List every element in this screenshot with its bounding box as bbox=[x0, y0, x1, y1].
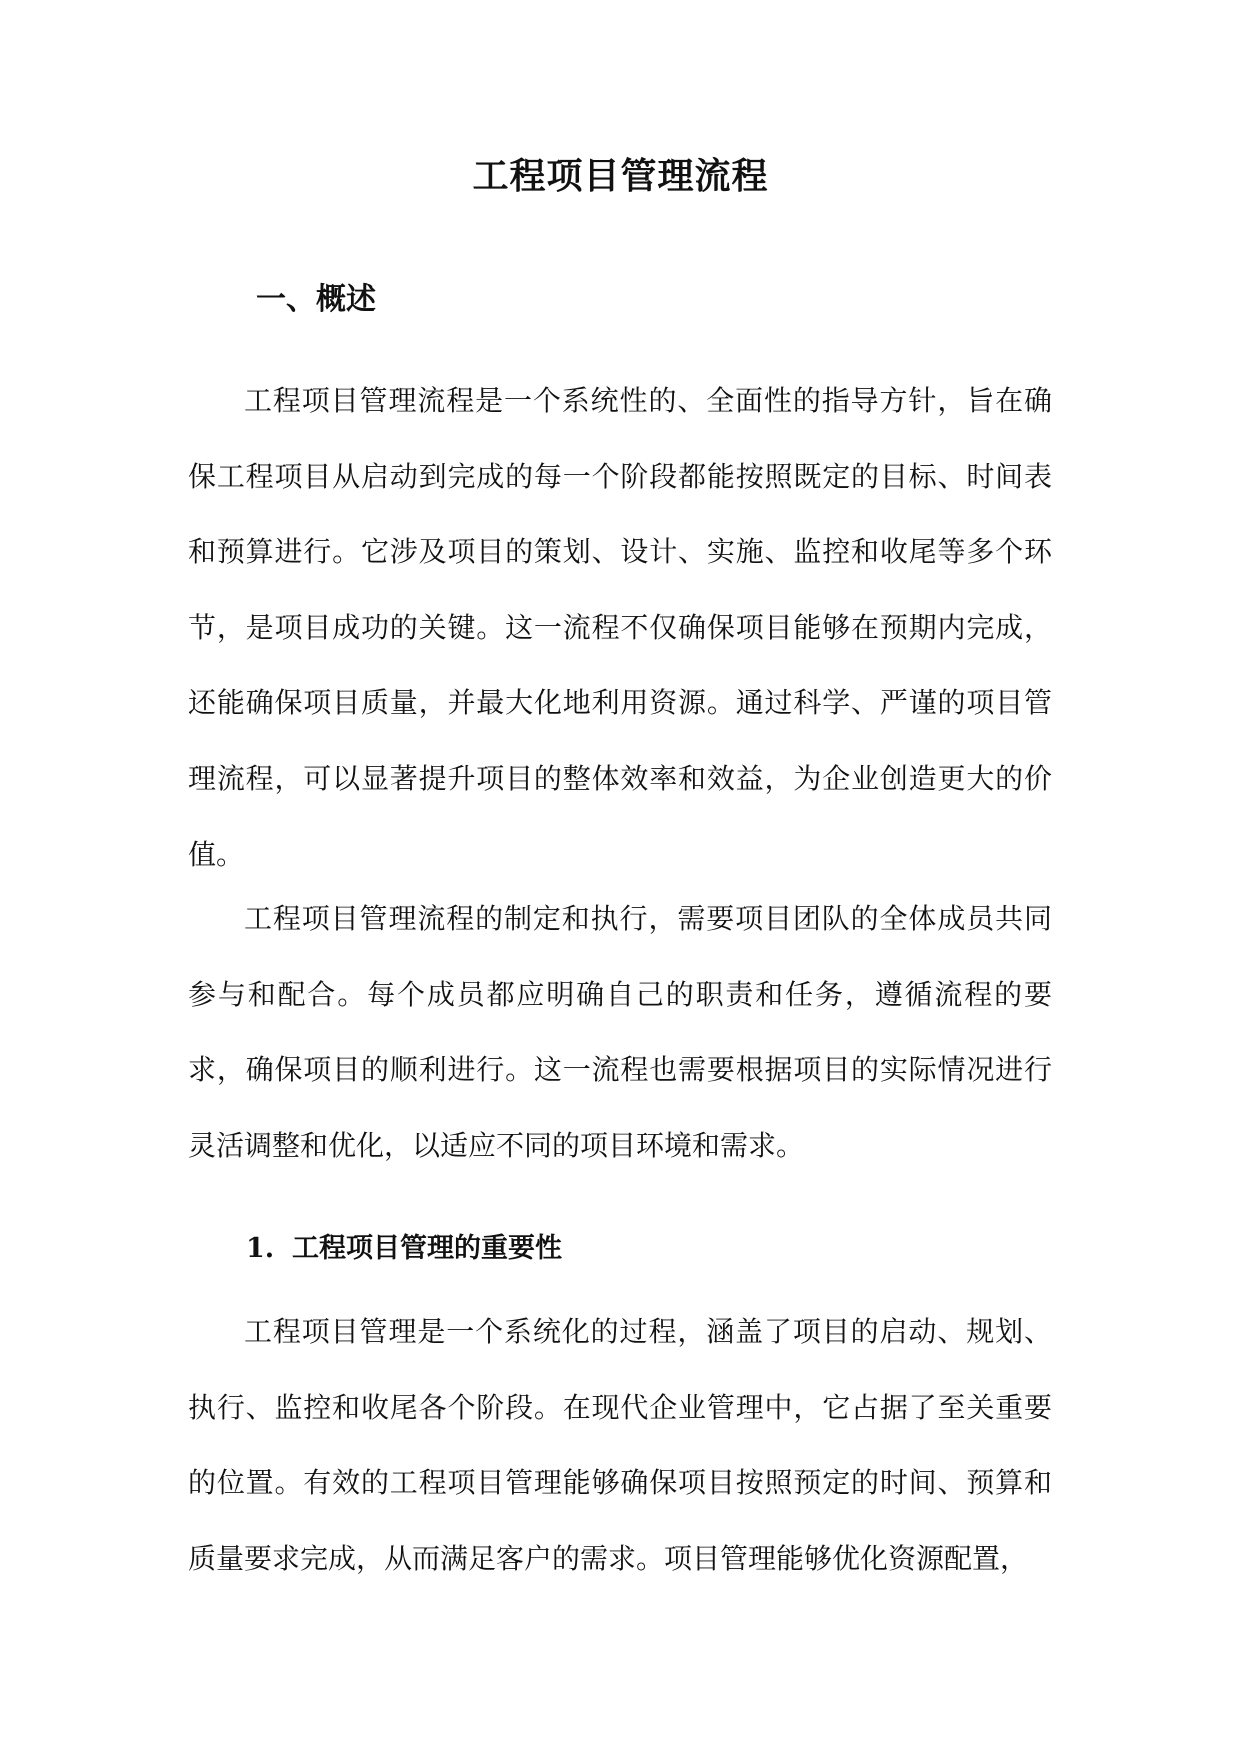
body-paragraph: 工程项目管理流程是一个系统性的、全面性的指导方针，旨在确保工程项目从启动到完成的每一个阶段都能按照既定的目标、时间表和预算进行。它涉及项目的策划、设计、实施、监控和收尾等多个环节，是项目成功的关键。这一流程不仅确保项目能够在预期内完成，还能确保项目质量，并最大化地利用资源。通过科学、严谨的项目管理流程，可以显著提升项目的整体效率和效益，为企业创造更大的价值。 bbox=[188, 384, 1052, 871]
section-heading-overview: 一、概述 bbox=[256, 282, 376, 317]
subsection-number: 1. bbox=[246, 1233, 275, 1264]
document-title: 工程项目管理流程 bbox=[472, 155, 769, 197]
subsection-heading bbox=[246, 1231, 562, 1267]
body-paragraph: 工程项目管理流程的制定和执行，需要项目团队的全体成员共同参与和配合。每个成员都应明确自己的职责和任务，遵循流程的要求，确保项目的顺利进行。这一流程也需要根据项目的实际情况进行灵活调整和优化，以适应不同的项目环境和需求。 bbox=[188, 902, 1052, 1162]
body-paragraph: 工程项目管理是一个系统化的过程，涵盖了项目的启动、规划、执行、监控和收尾各个阶段。在现代企业管理中，它占据了至关重要的位置。有效的工程项目管理能够确保项目按照预定的时间、预算和质量要求完成，从而满足客户的需求。项目管理能够优化资源配置， bbox=[188, 1315, 1052, 1575]
subsection-title: 工程项目管理的重要性 bbox=[292, 1233, 562, 1264]
